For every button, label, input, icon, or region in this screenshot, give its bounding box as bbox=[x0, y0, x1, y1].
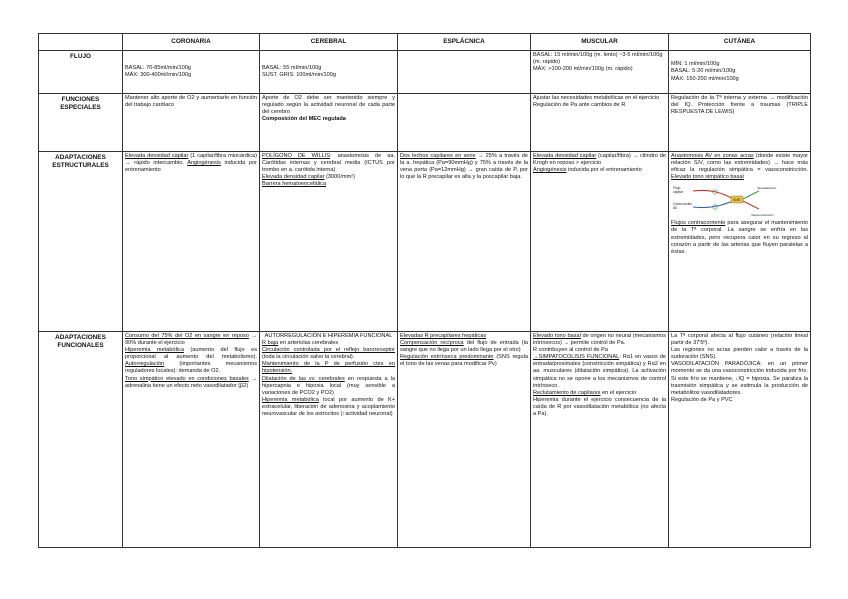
header-row bbox=[39, 34, 811, 51]
cell-funciones-coronaria: Mantener alto aporte de O2 y aumentarlo en función del trabajo cardíaco bbox=[123, 94, 260, 152]
coronaria-densidad-desc: (1 capilar/fibra miocárdica) → rápido intercambio. bbox=[125, 153, 257, 167]
cell-estructurales-esplacnica bbox=[398, 152, 531, 332]
cerebral-willis-desc: : anastomosis de aa. Carótidas internas y cerebral media (ICTUS por trombo en a. carótida interna) bbox=[262, 153, 396, 174]
coronaria-tono-desc: → adrenalina tiene un efecto neto vasodilatador (β2) bbox=[125, 375, 257, 389]
cell-funciones-cerebral bbox=[260, 94, 398, 152]
cerebral-dilatacion-desc: en respuesta a la hipercapnia e hipoxia local (muy sensible a variaciones de PCO2 y PO2) bbox=[262, 375, 395, 396]
cell-funcionales-coronaria bbox=[123, 332, 260, 548]
coronaria-densidad: Elevada densidad capilar bbox=[125, 153, 189, 159]
coronaria-autorregulacion: Autorregulación bbox=[125, 361, 165, 368]
coronaria-consumo: Consumo del 75% del O2 en sangre en reposo bbox=[125, 333, 249, 339]
flujo-cutanea-max: MÁX: 150-200 ml/min/100g bbox=[671, 75, 739, 82]
cutanea-anastomosis: Anastomosis AV en zonas acras bbox=[671, 153, 754, 159]
header-muscular: MUSCULAR bbox=[531, 34, 669, 51]
cerebral-willis: POLÍGONO DE WILLIS bbox=[262, 153, 330, 159]
cell-flujo-esplacnica bbox=[398, 51, 531, 94]
diagram-label-vasodilatacion: Vasodilatación bbox=[757, 186, 777, 191]
muscular-simpatocolisis: →SIMPATOCOLISIS FUNCIONAL bbox=[533, 354, 620, 361]
cutanea-tono: Elevado tono simpático basal bbox=[671, 174, 744, 181]
diagram-label-cortocircuito: Cortocircuito bbox=[673, 202, 693, 207]
esplacnica-regulacion: Regulación extrínseca predominante bbox=[400, 354, 494, 361]
coronaria-consumo-desc: → 90% durante el ejercicio bbox=[125, 333, 257, 347]
cerebral-densidad-desc: (3000/mm²) bbox=[324, 174, 355, 181]
cutanea-temperatura: La Tª corporal afecta al flujo cutáneo (relación lineal partir de 37'5º). bbox=[671, 333, 808, 347]
cerebral-autorregulacion-heading: AUTORREGULACIÓN E HIPEREMIA FUNCIONAL bbox=[264, 333, 393, 339]
flujo-muscular-max: MÁX: >100-200 ml/min/100g (m. rápido) bbox=[533, 66, 633, 73]
esplacnica-compensacion: Compensación recíproca bbox=[400, 340, 464, 347]
muscular-densidad-desc: (capilar/fibra) → cilindro de Krogh en reposo > ejercicio bbox=[533, 153, 666, 167]
cerebral-hiperemia-desc: local por aumento de K+ extracelular, liberación de adenosina y acoplamiento neurovascular de los astrocitos (↑actividad neuronal) bbox=[262, 396, 395, 418]
cerebral-dilatacion: Dilatación de las vv. cerebrales bbox=[262, 375, 345, 382]
cell-funcionales-cutanea bbox=[669, 332, 811, 548]
cerebral-circulacion: Circulación controlada por el reflejo baroreceptor bbox=[262, 347, 395, 354]
esplacnica-lechos-desc: → 25% a través de la a. hepática (Pa=90mmHg) y 75% a través de la vena porta (Pa=12mmHg) → gran caída de P, por lo que la R precapilar es alta y la poscapilar baja. bbox=[400, 153, 528, 181]
row-flujo bbox=[39, 51, 811, 94]
row-label-flujo: FLUJO bbox=[39, 51, 123, 94]
flujo-cutanea-min: MÍN: 1 ml/min/100g bbox=[671, 61, 720, 68]
summary-table-container bbox=[38, 33, 811, 548]
muscular-simpatocolisis-desc: : Rα1 en vasos de entrada/proximales (constricción simpática) y Rα2 en aa. musculares (dilatación simpática). La activación simpática no se opone a los mecanismos de control intrínseco. bbox=[533, 354, 666, 389]
diagram-label-vasoconstriccion: Vasoconstricción bbox=[751, 213, 774, 218]
cutanea-anastomosis-desc: (donde existe mayor relación S/V, como las extremidades) → hace más eficaz la regulación simpática = vasoconstricción. bbox=[671, 153, 808, 174]
header-cutanea: CUTÁNEA bbox=[669, 34, 811, 51]
flujo-cerebral-basal: BASAL: 55 ml/min/100g bbox=[262, 64, 322, 71]
cell-funciones-esplacnica bbox=[398, 94, 531, 152]
muscular-tono-basal-desc: de origen no neural (mecanismos intrínsecos) → permite control de Pa. bbox=[533, 333, 666, 347]
cerebral-r-baja: R baja bbox=[262, 340, 279, 347]
esplacnica-r-precapilares: Elevadas R precapilares hepáticas bbox=[400, 333, 487, 339]
cell-flujo-coronaria bbox=[123, 51, 260, 94]
muscular-r-control: R contribuyen al control de Pa bbox=[533, 347, 608, 354]
header-coronaria: CORONARIA bbox=[123, 34, 260, 51]
cell-estructurales-cerebral bbox=[260, 152, 398, 332]
diagram-label-av: AV bbox=[673, 206, 678, 211]
funciones-cerebral-mec: Composición del MEC regulada bbox=[262, 116, 346, 123]
row-funciones bbox=[39, 94, 811, 152]
esplacnica-compensacion-desc: del flujo de entrada (la sangre que no llega por un lado llega por el otro) bbox=[400, 340, 528, 354]
diagram-constriction-arrow bbox=[743, 191, 759, 199]
cell-flujo-cutanea bbox=[669, 51, 811, 94]
muscular-reclutamiento-desc: en el ejercicio bbox=[600, 389, 637, 396]
cutanea-regulacion: Regulación de Pa y PVC bbox=[671, 396, 733, 403]
diagram-dilation-arrow bbox=[743, 201, 759, 209]
circulation-comparison-table bbox=[38, 33, 811, 548]
coronaria-hiperemia: Hiperemia metabólica bbox=[125, 347, 184, 354]
flujo-cutanea-basal: BASAL: 5-20 ml/min/100g bbox=[671, 68, 736, 75]
cutanea-vasodilatacion-desc: : en un primer momento se da una vasoconstricción inducida por frío. Si este frío se mantiene, ↓IQ = hipoxia. Se paraliza la trasmisión simpática y se estimula la producción de metabolitos vasodilatadores. bbox=[671, 361, 808, 396]
muscular-tono-basal: Elevado tono basal bbox=[533, 333, 581, 339]
coronaria-tono: Tono simpático elevado en condiciones basales bbox=[125, 375, 249, 382]
cell-funciones-cutanea: Regulación de la Tª interna y externa → modificación del IQ. Protección frente a traumas (TRIPLE RESPUESTA DE LEWIS) bbox=[669, 94, 811, 152]
cell-estructurales-cutanea bbox=[669, 152, 811, 332]
cutanea-sudoracion: Las regiones no acras pierden calor a través de la sudoración (SNS). bbox=[671, 347, 808, 361]
cell-estructurales-muscular bbox=[531, 152, 669, 332]
funciones-muscular-text: Ajustar las necesidades metabólicas en el ejercicio bbox=[533, 95, 660, 101]
cutanea-vasodilatacion: VASODILATACIÓN PARADÓJICA bbox=[671, 361, 761, 368]
cell-funcionales-esplacnica bbox=[398, 332, 531, 548]
diagram-label-flujo: Flujo bbox=[673, 186, 681, 191]
av-shunt-diagram bbox=[671, 183, 781, 217]
row-funcionales bbox=[39, 332, 811, 548]
muscular-densidad: Elevada densidad capilar bbox=[533, 153, 597, 159]
coronaria-autorregulacion-desc: (importantes mecanismos reguladores locales): demanda de O2. bbox=[125, 361, 257, 375]
cell-flujo-muscular bbox=[531, 51, 669, 94]
flujo-coronaria-max: MÁX: 300-400ml/min/100g bbox=[125, 72, 192, 78]
muscular-reclutamiento: Reclutamiento de capilares bbox=[533, 389, 601, 396]
header-esplacnica: ESPLÁCNICA bbox=[398, 34, 531, 51]
muscular-hiperemia: Hiperemia durante el ejercicio consecuencia de la caída de R por vasodilatación metabólica (no afecta a Pa). bbox=[533, 396, 666, 418]
cerebral-densidad: Elevada densidad capilar bbox=[262, 174, 325, 181]
cerebral-circulacion-desc: (toda la circulación salvo la cerebral). bbox=[262, 354, 355, 361]
cell-funciones-muscular bbox=[531, 94, 669, 152]
cerebral-hiperemia: Hiperemia metabólica bbox=[262, 396, 319, 403]
diagram-label-capilar: capilar bbox=[673, 190, 683, 195]
cell-estructurales-coronaria bbox=[123, 152, 260, 332]
cerebral-r-baja-desc: en arteriolas cerebrales bbox=[278, 340, 339, 347]
cutanea-contracorriente: Flujos contracorriente bbox=[671, 220, 726, 227]
flujo-cerebral-gris: SUST. GRIS: 100ml/min/100g bbox=[262, 72, 336, 78]
cerebral-barrera: Barrera hematoencefálica bbox=[262, 181, 327, 188]
cell-flujo-cerebral bbox=[260, 51, 398, 94]
header-cerebral: CEREBRAL bbox=[260, 34, 398, 51]
cell-funcionales-cerebral bbox=[260, 332, 398, 548]
cutanea-contracorriente-desc: para asegurar el mantenimiento de la Tª corporal. La sangre se enfría en las extremidades, pero recupera calor en su regreso al corazón a partir de las arterias que fluyen paralelas a éstas. bbox=[671, 220, 808, 255]
coronaria-hiperemia-desc: (aumento del flujo es proporcional al aumento del metabolismo). bbox=[125, 347, 257, 361]
cerebral-mantenimiento: Mantenimiento de la P de perfusión ctes en hipotensión. bbox=[262, 361, 395, 375]
row-label-funciones: FUNCIONES ESPECIALES bbox=[39, 94, 123, 152]
flujo-coronaria-basal: BASAL: 70-85ml/min/100g bbox=[125, 64, 191, 71]
esplacnica-lechos: Dos lechos capilares en serie bbox=[400, 153, 476, 159]
cell-funcionales-muscular bbox=[531, 332, 669, 548]
row-estructurales bbox=[39, 152, 811, 332]
muscular-angiogenesis: Angiogénesis bbox=[533, 167, 567, 174]
row-label-estructurales: ADAPTACIONES ESTRUCTURALES bbox=[39, 152, 123, 332]
row-label-funcionales: ADAPTACIONES FUNCIONALES bbox=[39, 332, 123, 548]
coronaria-angiogenesis-desc: inducida por entrenamiento bbox=[125, 160, 258, 174]
funciones-cerebral-text: Aporte de O2 debe ser mantenido siempre y regulado según la actividad neuronal de cada parte del cerebro bbox=[262, 95, 395, 116]
esplacnica-regulacion-desc: (SNS regula el tono de las venas para modificar Pv) bbox=[400, 354, 528, 368]
funciones-muscular-pa: Regulación de Pa ante cambios de R bbox=[533, 102, 626, 109]
header-corner bbox=[39, 34, 123, 51]
diagram-label-sns: SNS bbox=[733, 198, 740, 203]
flujo-muscular-basal: BASAL: 15 ml/min/100g (m. lento) ~3-5 ml/min/100g (m. rápido) bbox=[533, 52, 663, 66]
coronaria-angiogenesis: Angiogénesis bbox=[187, 160, 221, 167]
muscular-angiogenesis-desc: inducida por el entrenamiento bbox=[566, 167, 642, 174]
